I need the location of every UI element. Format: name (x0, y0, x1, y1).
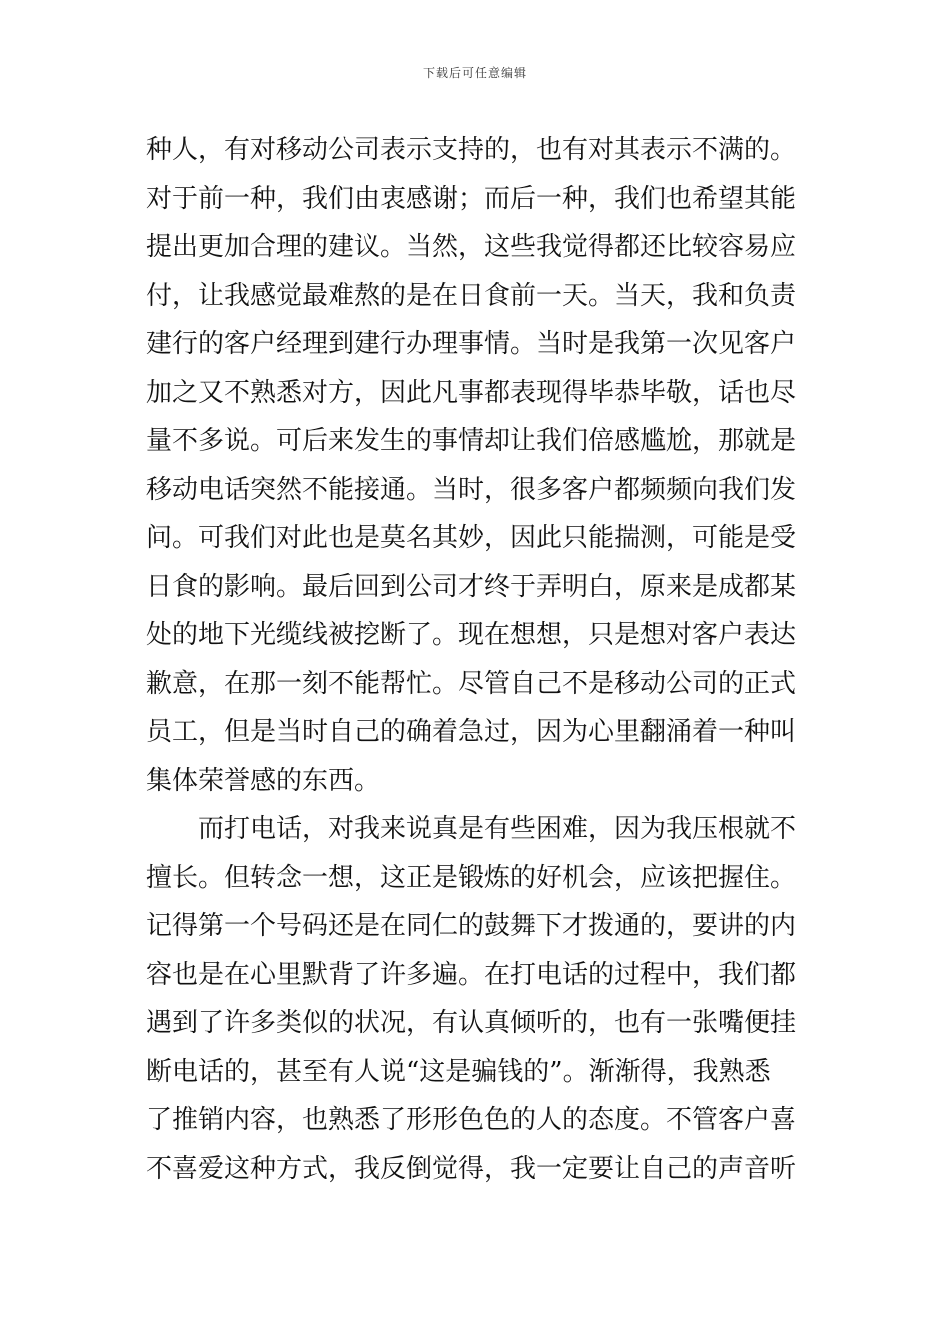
text-line: 员工，但是当时自己的确着急过，因为心里翻涌着一种叫 (146, 717, 797, 747)
text-line: 付，让我感觉最难熬的是在日食前一天。当天，我和负责 (146, 280, 797, 311)
text-line: 而打电话，对我来说真是有些困难，因为我压根就不 (198, 814, 797, 844)
text-line: 断电话的，甚至有人说“这是骗钱的”。渐渐得，我熟悉 (146, 1056, 771, 1087)
text-line: 对于前一种，我们由衷感谢；而后一种，我们也希望其能 (146, 183, 797, 214)
text-line: 移动电话突然不能接通。当时，很多客户都频频向我们发 (146, 474, 797, 505)
text-line: 集体荣誉感的东西。 (146, 765, 381, 796)
text-line: 提出更加合理的建议。当然，这些我觉得都还比较容易应 (146, 232, 797, 262)
text-line: 加之又不熟悉对方，因此凡事都表现得毕恭毕敬，话也尽 (146, 377, 797, 408)
text-line: 记得第一个号码还是在同仁的鼓舞下才拨通的，要讲的内 (146, 911, 797, 941)
text-line: 问。可我们对此也是莫名其妙，因此只能揣测，可能是受 (146, 523, 797, 553)
text-line: 日食的影响。最后回到公司才终于弄明白，原来是成都某 (146, 571, 797, 602)
text-line: 遇到了许多类似的状况，有认真倾听的，也有一张嘴便挂 (146, 1008, 797, 1038)
text-line: 建行的客户经理到建行办理事情。当时是我第一次见客户 (146, 329, 797, 359)
text-line: 容也是在心里默背了许多遍。在打电话的过程中，我们都 (146, 959, 797, 990)
page-header: 下载后可任意编辑 (422, 66, 527, 80)
text-line: 不喜爱这种方式，我反倒觉得，我一定要让自己的声音听 (146, 1153, 797, 1184)
text-line: 歉意，在那一刻不能帮忙。尽管自己不是移动公司的正式 (146, 668, 797, 699)
text-line: 种人，有对移动公司表示支持的，也有对其表示不满的。 (146, 135, 797, 165)
text-line: 量不多说。可后来发生的事情却让我们倍感尴尬，那就是 (146, 426, 797, 456)
text-line: 处的地下光缆线被挖断了。现在想想，只是想对客户表达 (146, 620, 797, 650)
text-line: 擅长。但转念一想，这正是锻炼的好机会，应该把握住。 (146, 862, 797, 893)
text-line: 了推销内容，也熟悉了形形色色的人的态度。不管客户喜 (146, 1105, 797, 1135)
document-body (146, 126, 810, 1193)
